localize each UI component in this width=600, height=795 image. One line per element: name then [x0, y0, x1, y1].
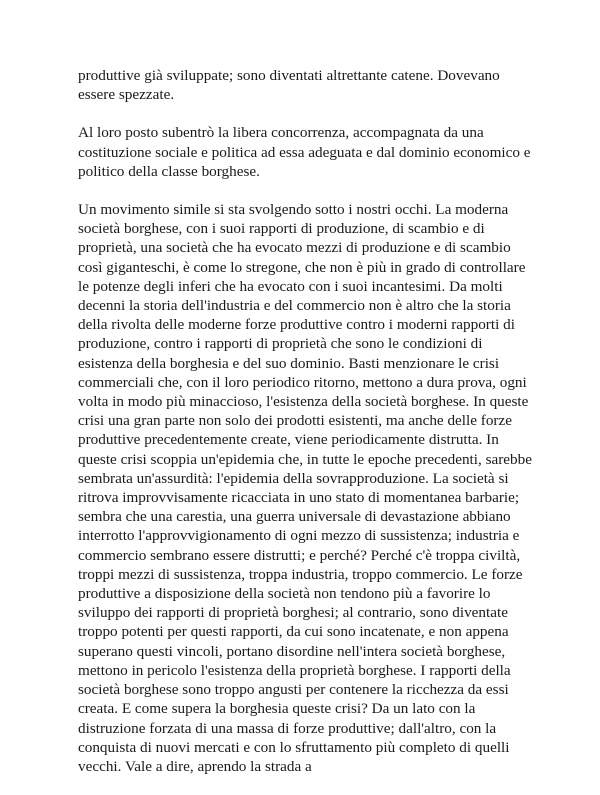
paragraph-2: Al loro posto subentrò la libera concorrenza, accompagnata da una costituzione sociale e politica ad essa adeguata e dal dominio economico e politico della classe borghese.	[78, 124, 531, 180]
paragraph-3: Un movimento simile si sta svolgendo sotto i nostri occhi. La moderna società borghese, con i suoi rapporti di produzione, di scambio e di proprietà, una società che ha evocato mezzi di produzione e di scambio così giganteschi, è come lo stregone, che non è più in grado di controllare le potenze degli inferi che ha evocato con i suoi incantesimi. Da molti decenni la storia dell'industria e del commercio non è altro che la storia della rivolta delle moderne forze produttive contro i moderni rapporti di produzione, contro i rapporti di proprietà che sono le condizioni di esistenza della borghesia e del suo dominio. Basti menzionare le crisi commerciali che, con il loro periodico ritorno, mettono a dura prova, ogni volta in modo più minaccioso, l'esistenza della società borghese. In queste crisi una gran parte non solo dei prodotti esistenti, ma anche delle forze produttive precedentemente create, viene periodicamente distrutta. In queste crisi scoppia un'epidemia che, in tutte le epoche precedenti, sarebbe sembrata un'assurdità: l'epidemia della sovrapproduzione. La società si ritrova improvvisamente ricacciata in uno stato di momentanea barbarie; sembra che una carestia, una guerra universale di devastazione abbiano interrotto l'approvvigionamento di ogni mezzo di sussistenza; industria e commercio sembrano essere distrutti; e perché? Perché c'è troppa civiltà, troppi mezzi di sussistenza, troppa industria, troppo commercio. Le forze produttive a disposizione della società non tendono più a favorire lo sviluppo dei rapporti di proprietà borghesi; al contrario, sono diventate troppo potenti per questi rapporti, da cui sono incatenate, e non appena superano questi vincoli, portano disordine nell'intera società borghese, mettono in pericolo l'esistenza della proprietà borghese. I rapporti della società borghese sono troppo angusti per contenere la ricchezza da essi creata. E come supera la borghesia queste crisi? Da un lato con la distruzione forzata di una massa di forze produttive; dall'altro, con la conquista di nuovi mercati e con lo sfruttamento più completo di quelli vecchi. Vale a dire, aprendo la strada a	[78, 201, 532, 775]
document-page	[78, 66, 538, 795]
paragraph-1: produttive già sviluppate; sono diventati altrettante catene. Dovevano essere spezzate.	[78, 67, 500, 104]
